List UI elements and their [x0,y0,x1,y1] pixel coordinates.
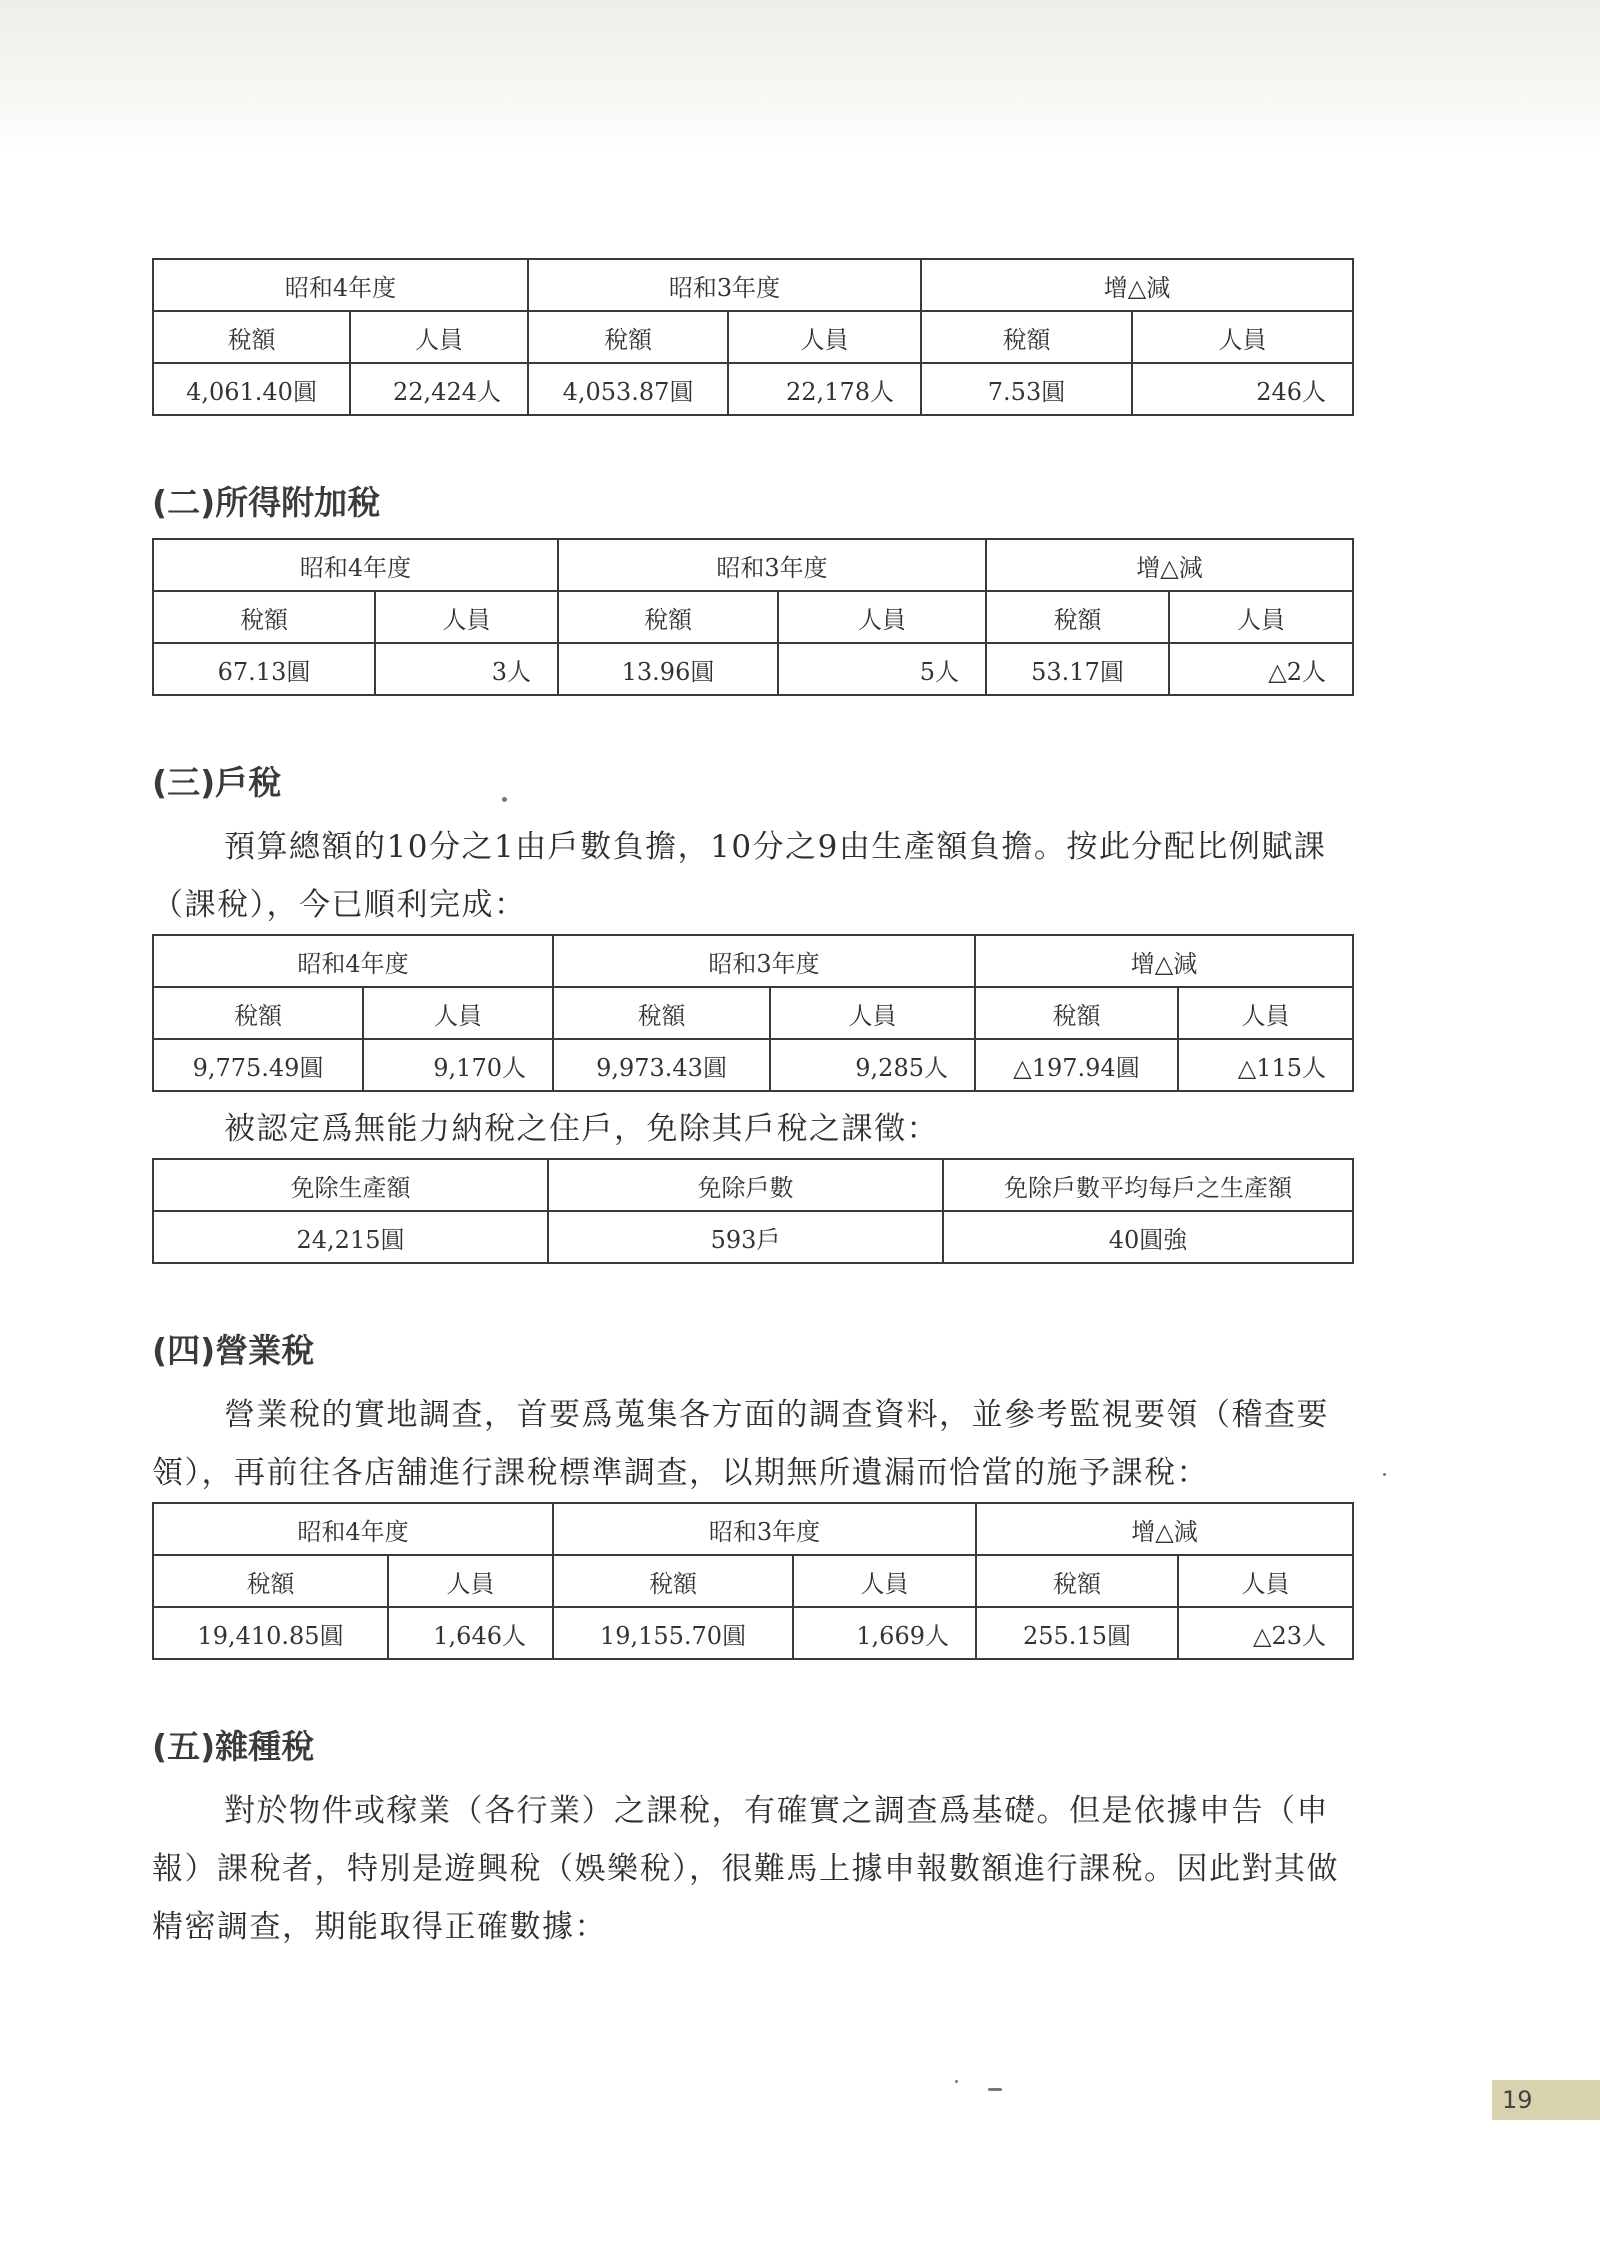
subheader-persons: 人員 [1132,311,1353,363]
subheader-persons: 人員 [728,311,921,363]
subheader-persons: 人員 [350,311,528,363]
cell-value: △23人 [1178,1607,1353,1659]
cell-value: 9,285人 [770,1039,975,1091]
cell-value: △115人 [1178,1039,1353,1091]
cell-value: △197.94圓 [975,1039,1178,1091]
cell-value: 3人 [375,643,558,695]
header-change: 增△減 [976,1503,1353,1555]
table-row [153,643,1353,695]
table-subheader-row [153,591,1353,643]
table-row [153,363,1353,415]
table-subheader-row [153,311,1353,363]
scan-top-shadow [0,0,1600,150]
table-2 [152,538,1354,696]
header-showa4: 昭和4年度 [153,259,528,311]
cell-value: 593戶 [548,1211,943,1263]
header-showa3: 昭和3年度 [553,935,975,987]
section-heading-business-tax: (四)營業稅 [152,1331,315,1370]
cell-value: 67.13圓 [153,643,375,695]
table-subheader-row [153,1555,1353,1607]
table-row [153,1211,1353,1263]
table-header-row [153,1159,1353,1211]
paragraph: 預算總額的10分之1由戶數負擔，10分之9由生產額負擔。按此分配比例賦課（課稅），今已順利完成： [152,829,1327,923]
page-content [152,258,1352,1956]
header-average-production: 免除戶數平均每戶之生產額 [943,1159,1353,1211]
cell-value: 9,170人 [363,1039,553,1091]
table-header-row [153,539,1353,591]
subheader-tax: 稅額 [153,311,350,363]
table-1 [152,258,1354,416]
subheader-tax: 稅額 [986,591,1169,643]
table-header-row [153,935,1353,987]
cell-value: 1,669人 [793,1607,976,1659]
table-subheader-row [153,987,1353,1039]
cell-value: 1,646人 [388,1607,553,1659]
table-4 [152,1158,1354,1264]
cell-value: 9,973.43圓 [553,1039,770,1091]
cell-value: 19,155.70圓 [553,1607,793,1659]
subheader-tax: 稅額 [976,1555,1178,1607]
cell-value: 22,424人 [350,363,528,415]
subheader-persons: 人員 [1178,987,1353,1039]
table-header-row [153,1503,1353,1555]
cell-value: 22,178人 [728,363,921,415]
cell-value: 7.53圓 [921,363,1132,415]
scan-speck [955,2080,958,2083]
header-showa3: 昭和3年度 [528,259,921,311]
header-exempt-production: 免除生產額 [153,1159,548,1211]
cell-value: 246人 [1132,363,1353,415]
table-row [153,1607,1353,1659]
section-heading-household-tax: (三)戶稅 [152,763,282,802]
header-change: 增△減 [975,935,1353,987]
cell-value: 5人 [778,643,986,695]
cell-value: 19,410.85圓 [153,1607,388,1659]
cell-value: 9,775.49圓 [153,1039,363,1091]
cell-value: 13.96圓 [558,643,778,695]
subheader-persons: 人員 [770,987,975,1039]
header-showa4: 昭和4年度 [153,935,553,987]
subheader-persons: 人員 [363,987,553,1039]
subheader-tax: 稅額 [153,591,375,643]
subheader-persons: 人員 [388,1555,553,1607]
section-heading-misc-tax: (五)雜種稅 [152,1727,315,1766]
scan-speck [988,2088,1002,2091]
cell-value: 4,061.40圓 [153,363,350,415]
subheader-tax: 稅額 [921,311,1132,363]
table-5 [152,1502,1354,1660]
header-change: 增△減 [921,259,1353,311]
paragraph: 營業稅的實地調查，首要爲蒐集各方面的調查資料，並參考監視要領（稽查要領），再前往各店舖進行課稅標準調查，以期無所遺漏而恰當的施予課稅： [152,1397,1329,1491]
subheader-persons: 人員 [375,591,558,643]
subheader-tax: 稅額 [975,987,1178,1039]
subheader-tax: 稅額 [528,311,728,363]
section-heading-income-surtax: (二)所得附加稅 [152,483,381,522]
table-3 [152,934,1354,1092]
subheader-tax: 稅額 [553,987,770,1039]
table-header-row [153,259,1353,311]
subheader-tax: 稅額 [553,1555,793,1607]
header-showa3: 昭和3年度 [558,539,986,591]
table-row [153,1039,1353,1091]
subheader-persons: 人員 [778,591,986,643]
paragraph: 對於物件或稼業（各行業）之課稅，有確實之調查爲基礎。但是依據申告（申報）課稅者，特別是遊興稅（娛樂稅），很難馬上據申報數額進行課稅。因此對其做精密調查，期能取得正確數據： [152,1793,1339,1945]
header-change: 增△減 [986,539,1353,591]
page-number: 19 [1492,2080,1600,2120]
scan-speck [1383,1473,1386,1476]
cell-value: 24,215圓 [153,1211,548,1263]
header-exempt-households: 免除戶數 [548,1159,943,1211]
header-showa4: 昭和4年度 [153,539,558,591]
subheader-tax: 稅額 [153,1555,388,1607]
cell-value: 255.15圓 [976,1607,1178,1659]
cell-value: 4,053.87圓 [528,363,728,415]
subheader-tax: 稅額 [558,591,778,643]
header-showa4: 昭和4年度 [153,1503,553,1555]
scan-speck [502,797,507,802]
subheader-persons: 人員 [1178,1555,1353,1607]
subheader-tax: 稅額 [153,987,363,1039]
subheader-persons: 人員 [793,1555,976,1607]
paragraph: 被認定爲無能力納稅之住戶，免除其戶稅之課徵： [224,1111,939,1147]
cell-value: 40圓強 [943,1211,1353,1263]
cell-value: 53.17圓 [986,643,1169,695]
cell-value: △2人 [1169,643,1353,695]
subheader-persons: 人員 [1169,591,1353,643]
header-showa3: 昭和3年度 [553,1503,976,1555]
